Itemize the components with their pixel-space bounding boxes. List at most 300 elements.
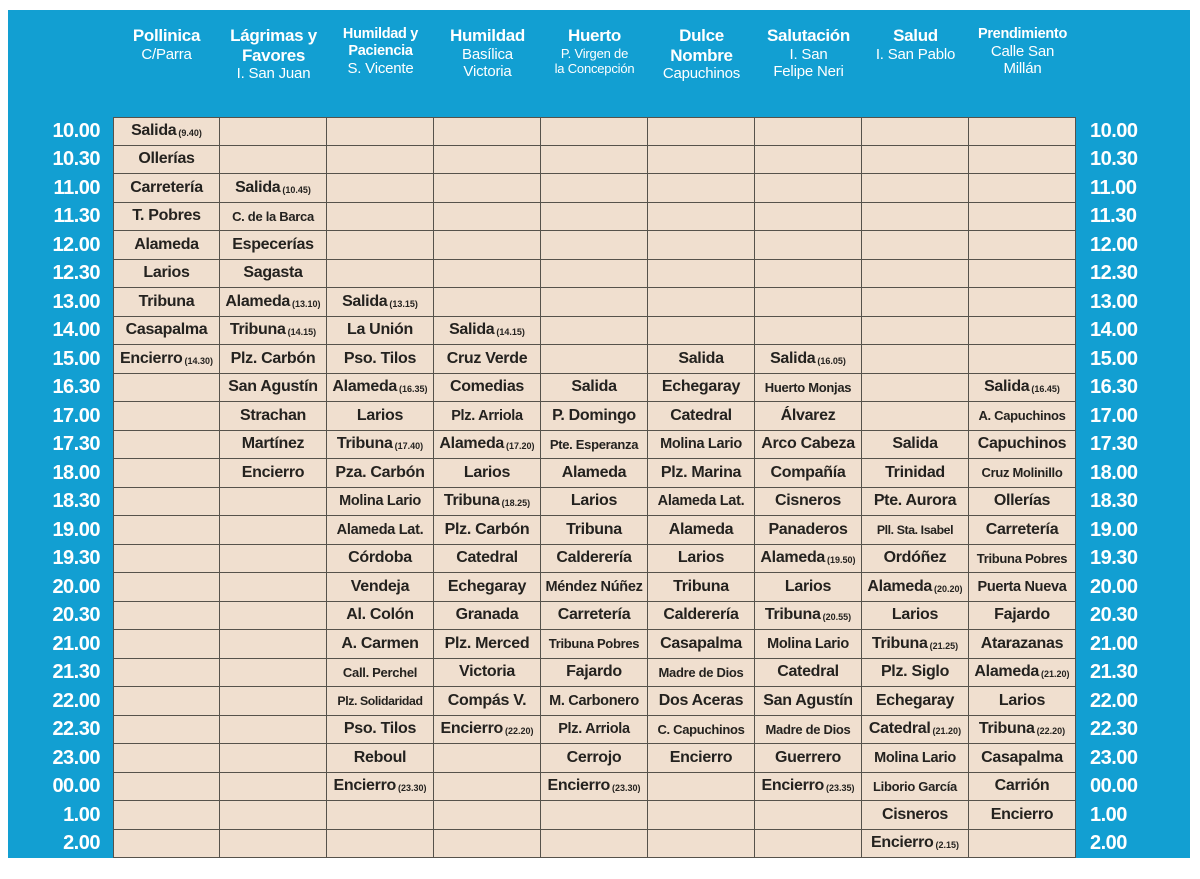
- schedule-cell: [113, 459, 220, 488]
- time-label-left: 1.00: [8, 801, 113, 830]
- schedule-cell: [220, 459, 327, 488]
- time-label-right: 12.30: [1076, 260, 1190, 289]
- schedule-cell: [541, 231, 648, 260]
- schedule-cell: [327, 317, 434, 346]
- schedule-cell: [755, 317, 862, 346]
- cell-text: Plz. Merced: [444, 634, 530, 652]
- time-label-right: 16.30: [1076, 374, 1190, 403]
- schedule-cell: [327, 174, 434, 203]
- cell-text: Echegaray: [447, 577, 527, 595]
- schedule-cell: [648, 203, 755, 232]
- schedule-cell: [327, 545, 434, 574]
- cell-text: Plz. Carbón: [444, 520, 530, 538]
- cell-text: Pso. Tilos: [343, 349, 417, 367]
- time-label-left: 20.30: [8, 602, 113, 631]
- schedule-cell: [755, 402, 862, 431]
- schedule-cell: [434, 174, 541, 203]
- schedule-cell: [113, 573, 220, 602]
- cell-subtime: (14.30): [184, 355, 214, 366]
- cell-subtime: (17.20): [506, 441, 535, 452]
- schedule-cell: [113, 146, 220, 175]
- cell-text: Alameda Lat.: [657, 493, 745, 510]
- cell-text: Catedral: [456, 549, 518, 567]
- schedule-cell: [327, 602, 434, 631]
- schedule-cell: [434, 117, 541, 146]
- cell-text: Reboul: [353, 748, 407, 766]
- schedule-cell: [327, 431, 434, 460]
- schedule-cell: [648, 716, 755, 745]
- schedule-cell: [648, 744, 755, 773]
- cell-text: Pso. Tilos: [343, 720, 417, 738]
- time-label-right: 19.00: [1076, 516, 1190, 545]
- schedule-cell: [755, 431, 862, 460]
- schedule-cell: [541, 288, 648, 317]
- schedule-cell: [434, 516, 541, 545]
- cell-text: Arco Cabeza: [761, 435, 855, 453]
- cell-text: Cruz Molinillo: [981, 465, 1063, 481]
- cell-text: La Unión: [346, 321, 414, 339]
- column-name: Humildad: [449, 26, 526, 45]
- schedule-cell: [327, 773, 434, 802]
- cell-text: Larios: [570, 492, 618, 510]
- schedule-cell: [648, 431, 755, 460]
- cell-text: Plz. Carbón: [230, 349, 316, 367]
- schedule-cell: [541, 117, 648, 146]
- cell-text: Echegaray: [875, 691, 955, 709]
- column-header: [327, 10, 434, 117]
- time-label-left: 23.00: [8, 744, 113, 773]
- cell-text: Plz. Arriola: [451, 407, 523, 424]
- schedule-cell: [969, 260, 1076, 289]
- schedule-cell: [113, 687, 220, 716]
- column-venue: Capuchinos: [662, 65, 741, 83]
- cell-subtime: (17.40): [394, 441, 424, 452]
- cell-text: Casapalma: [660, 634, 742, 652]
- cell-text: Fajardo: [994, 606, 1050, 624]
- schedule-cell: [113, 716, 220, 745]
- schedule-cell: [327, 573, 434, 602]
- schedule-cell: [862, 545, 969, 574]
- schedule-cell: [862, 317, 969, 346]
- cell-text: Guerrero: [774, 748, 842, 766]
- schedule-cell: [755, 545, 862, 574]
- cell-text: Larios: [463, 463, 511, 481]
- schedule-cell: [220, 744, 327, 773]
- schedule-cell: [969, 402, 1076, 431]
- schedule-cell: [648, 687, 755, 716]
- schedule-cell: [648, 545, 755, 574]
- cell-text: Atarazanas: [980, 634, 1064, 652]
- time-label-left: 22.00: [8, 687, 113, 716]
- cell-text: Comedias: [449, 378, 525, 396]
- time-label-left: 15.00: [8, 345, 113, 374]
- schedule-cell: [755, 687, 862, 716]
- time-label-left: 2.00: [8, 830, 113, 859]
- schedule-cell: [969, 488, 1076, 517]
- schedule-cell: [969, 602, 1076, 631]
- cell-subtime: (10.45): [282, 184, 311, 195]
- cell-subtime: (20.55): [822, 612, 852, 623]
- schedule-cell: [220, 374, 327, 403]
- schedule-cell: [113, 345, 220, 374]
- time-label-right: 12.00: [1076, 231, 1190, 260]
- cell-text: Al. Colón: [346, 606, 414, 624]
- schedule-cell: [220, 716, 327, 745]
- cell-text: Capuchinos: [977, 435, 1067, 453]
- cell-text: Cerrojo: [566, 748, 622, 766]
- schedule-cell: [434, 659, 541, 688]
- cell-text: Catedral: [670, 406, 732, 424]
- column-header: [862, 10, 969, 117]
- cell-text: Compás V.: [447, 691, 527, 709]
- schedule-cell: [648, 260, 755, 289]
- cell-text: Encierro: [440, 720, 503, 738]
- schedule-cell: [113, 260, 220, 289]
- cell-subtime: (23.30): [397, 783, 427, 794]
- schedule-cell: [434, 830, 541, 859]
- cell-text: Ollerías: [993, 492, 1051, 510]
- column-venue: Basílica Victoria: [462, 45, 513, 81]
- schedule-cell: [113, 231, 220, 260]
- schedule-cell: [327, 203, 434, 232]
- cell-text: Salida: [678, 349, 724, 367]
- time-label-left: 21.00: [8, 630, 113, 659]
- schedule-cell: [113, 174, 220, 203]
- cell-text: Huerto Monjas: [764, 379, 852, 395]
- cell-text: Victoria: [459, 663, 515, 681]
- cell-text: Larios: [998, 691, 1046, 709]
- schedule-cell: [969, 516, 1076, 545]
- time-label-right: 11.00: [1076, 174, 1190, 203]
- schedule-cell: [648, 231, 755, 260]
- schedule-cell: [969, 744, 1076, 773]
- schedule-cell: [113, 516, 220, 545]
- cell-subtime: (22.20): [504, 726, 534, 737]
- time-label-left: 19.00: [8, 516, 113, 545]
- cell-subtime: (21.25): [929, 640, 959, 651]
- schedule-cell: [755, 174, 862, 203]
- cell-text: Plz. Marina: [660, 463, 742, 481]
- schedule-cell: [648, 146, 755, 175]
- cell-text: Granada: [455, 606, 519, 624]
- cell-text: Larios: [891, 606, 939, 624]
- schedule-cell: [969, 545, 1076, 574]
- cell-text: Alameda: [668, 520, 734, 538]
- cell-text: Strachan: [239, 406, 307, 424]
- schedule-cell: [113, 659, 220, 688]
- cell-text: Ordóñez: [883, 549, 947, 567]
- schedule-cell: [755, 374, 862, 403]
- time-label-right: 14.00: [1076, 317, 1190, 346]
- schedule-cell: [327, 345, 434, 374]
- cell-text: Encierro: [870, 834, 934, 852]
- schedule-cell: [648, 288, 755, 317]
- cell-subtime: (21.20): [1041, 669, 1070, 680]
- schedule-cell: [434, 231, 541, 260]
- schedule-cell: [541, 545, 648, 574]
- cell-text: A. Capuchinos: [978, 408, 1066, 424]
- time-label-right: 19.30: [1076, 545, 1190, 574]
- schedule-cell: [113, 630, 220, 659]
- cell-text: Alameda: [760, 549, 826, 567]
- schedule-cell: [755, 345, 862, 374]
- cell-text: San Agustín: [763, 691, 853, 709]
- cell-text: Salida: [235, 178, 281, 196]
- cell-text: Molina Lario: [660, 436, 742, 453]
- schedule-cell: [648, 117, 755, 146]
- schedule-cell: [969, 174, 1076, 203]
- schedule-cell: [327, 687, 434, 716]
- cell-subtime: (22.20): [1036, 726, 1066, 737]
- cell-text: Córdoba: [348, 549, 412, 567]
- time-label-left: 11.00: [8, 174, 113, 203]
- schedule-cell: [755, 231, 862, 260]
- schedule-cell: [220, 317, 327, 346]
- time-label-right: 17.00: [1076, 402, 1190, 431]
- cell-text: Tribuna: [443, 492, 500, 510]
- schedule-cell: [969, 374, 1076, 403]
- schedule-cell: [541, 146, 648, 175]
- schedule-cell: [220, 146, 327, 175]
- cell-text: Salida: [449, 321, 495, 339]
- header-corner-left: [8, 10, 113, 117]
- time-label-left: 11.30: [8, 203, 113, 232]
- cell-text: Alameda: [867, 577, 933, 595]
- schedule-cell: [434, 260, 541, 289]
- schedule-cell: [113, 773, 220, 802]
- cell-text: Encierro: [333, 777, 396, 795]
- cell-subtime: (13.15): [389, 298, 418, 309]
- schedule-cell: [755, 773, 862, 802]
- cell-text: Larios: [356, 406, 404, 424]
- schedule-cell: [969, 716, 1076, 745]
- schedule-cell: [541, 516, 648, 545]
- cell-text: Madre de Dios: [658, 664, 744, 680]
- time-label-right: 17.30: [1076, 431, 1190, 460]
- schedule-cell: [113, 117, 220, 146]
- cell-text: Tribuna: [138, 292, 195, 310]
- schedule-cell: [862, 488, 969, 517]
- schedule-cell: [220, 773, 327, 802]
- cell-text: Vendeja: [350, 577, 410, 595]
- schedule-cell: [327, 716, 434, 745]
- cell-text: Encierro: [761, 777, 824, 795]
- schedule-cell: [327, 231, 434, 260]
- cell-text: Casapalma: [981, 748, 1063, 766]
- cell-text: Molina Lario: [874, 749, 956, 766]
- schedule-cell: [113, 431, 220, 460]
- schedule-cell: [648, 516, 755, 545]
- cell-text: Encierro: [241, 463, 305, 481]
- cell-text: C. Capuchinos: [657, 721, 745, 737]
- column-header: [969, 10, 1076, 117]
- cell-text: Salida: [770, 349, 816, 367]
- time-label-right: 18.00: [1076, 459, 1190, 488]
- cell-text: Calderería: [556, 549, 632, 567]
- time-label-left: 16.30: [8, 374, 113, 403]
- schedule-cell: [755, 146, 862, 175]
- schedule-cell: [862, 687, 969, 716]
- column-venue: P. Virgen de la Concepción: [554, 45, 635, 76]
- schedule-cell: [434, 146, 541, 175]
- schedule-cell: [220, 174, 327, 203]
- schedule-cell: [220, 830, 327, 859]
- time-label-right: 22.00: [1076, 687, 1190, 716]
- schedule-cell: [327, 146, 434, 175]
- schedule-cell: [648, 488, 755, 517]
- schedule-cell: [220, 573, 327, 602]
- cell-subtime: (18.25): [501, 498, 531, 509]
- column-name: Humildad y Paciencia: [342, 26, 419, 59]
- time-label-right: 1.00: [1076, 801, 1190, 830]
- time-label-left: 00.00: [8, 773, 113, 802]
- schedule-grid: [8, 10, 1190, 858]
- schedule-cell: [541, 402, 648, 431]
- time-label-left: 10.30: [8, 146, 113, 175]
- column-venue: I. San Juan: [236, 65, 311, 83]
- cell-text: Carretería: [557, 606, 631, 624]
- schedule-cell: [541, 431, 648, 460]
- schedule-cell: [113, 203, 220, 232]
- schedule-cell: [434, 402, 541, 431]
- time-label-left: 20.00: [8, 573, 113, 602]
- schedule-cell: [220, 431, 327, 460]
- schedule-cell: [648, 174, 755, 203]
- cell-text: Plz. Solidaridad: [337, 693, 423, 708]
- cell-text: Tribuna: [978, 720, 1035, 738]
- schedule-cell: [648, 659, 755, 688]
- column-header: [541, 10, 648, 117]
- schedule-cell: [220, 488, 327, 517]
- cell-text: Plz. Siglo: [880, 663, 950, 681]
- schedule-cell: [755, 488, 862, 517]
- schedule-cell: [434, 573, 541, 602]
- cell-text: Panaderos: [768, 520, 848, 538]
- schedule-cell: [434, 687, 541, 716]
- cell-text: Larios: [784, 577, 832, 595]
- schedule-cell: [969, 459, 1076, 488]
- schedule-cell: [113, 402, 220, 431]
- schedule-cell: [327, 374, 434, 403]
- schedule-cell: [862, 260, 969, 289]
- schedule-cell: [862, 773, 969, 802]
- schedule-cell: [755, 573, 862, 602]
- column-header: [220, 10, 327, 117]
- cell-text: Encierro: [669, 748, 733, 766]
- schedule-cell: [220, 260, 327, 289]
- schedule-cell: [862, 602, 969, 631]
- time-label-left: 12.00: [8, 231, 113, 260]
- cell-text: Álvarez: [780, 406, 836, 424]
- schedule-cell: [113, 602, 220, 631]
- schedule-cell: [862, 431, 969, 460]
- column-venue: S. Vicente: [347, 59, 414, 77]
- cell-text: Encierro: [119, 349, 183, 367]
- cell-subtime: (23.30): [611, 783, 641, 794]
- schedule-cell: [648, 602, 755, 631]
- cell-text: Molina Lario: [767, 635, 849, 652]
- cell-subtime: (16.35): [399, 384, 428, 395]
- cell-text: Alameda: [134, 235, 199, 253]
- schedule-cell: [434, 459, 541, 488]
- schedule-cell: [220, 516, 327, 545]
- schedule-cell: [648, 830, 755, 859]
- cell-text: Ollerías: [138, 150, 195, 168]
- schedule-cell: [220, 659, 327, 688]
- column-venue: C/Parra: [141, 45, 192, 63]
- column-venue: I. San Pablo: [875, 45, 956, 63]
- schedule-cell: [327, 744, 434, 773]
- schedule-cell: [541, 659, 648, 688]
- schedule-cell: [648, 630, 755, 659]
- cell-text: Catedral: [777, 663, 839, 681]
- schedule-cell: [541, 773, 648, 802]
- cell-text: Alameda: [332, 378, 398, 396]
- cell-text: Pll. Sta. Isabel: [876, 522, 954, 537]
- cell-text: Tribuna: [229, 321, 286, 339]
- schedule-cell: [434, 374, 541, 403]
- column-name: Dulce Nombre: [670, 26, 733, 65]
- cell-text: Echegaray: [661, 378, 741, 396]
- cell-text: Salida: [571, 378, 617, 396]
- cell-text: Liborio García: [873, 778, 957, 794]
- schedule-cell: [862, 117, 969, 146]
- schedule-cell: [862, 459, 969, 488]
- column-name: Pollinica: [132, 26, 201, 45]
- schedule-cell: [434, 488, 541, 517]
- schedule-cell: [220, 117, 327, 146]
- schedule-cell: [434, 801, 541, 830]
- schedule-cell: [541, 345, 648, 374]
- column-name: Huerto: [568, 26, 621, 45]
- schedule-cell: [113, 374, 220, 403]
- schedule-cell: [755, 602, 862, 631]
- cell-text: Sagasta: [243, 264, 303, 282]
- schedule-cell: [113, 288, 220, 317]
- schedule-cell: [434, 431, 541, 460]
- column-name: Prendimiento: [977, 26, 1068, 42]
- schedule-cell: [113, 830, 220, 859]
- cell-text: Tribuna: [871, 634, 928, 652]
- time-label-left: 18.00: [8, 459, 113, 488]
- cell-text: San Agustín: [228, 378, 318, 396]
- cell-text: Pza. Carbón: [335, 463, 425, 481]
- cell-text: Alameda Lat.: [336, 521, 424, 538]
- schedule-cell: [434, 602, 541, 631]
- schedule-cell: [113, 744, 220, 773]
- schedule-cell: [434, 203, 541, 232]
- schedule-cell: [220, 402, 327, 431]
- schedule-cell: [113, 488, 220, 517]
- schedule-cell: [327, 488, 434, 517]
- schedule-cell: [434, 744, 541, 773]
- column-header: [434, 10, 541, 117]
- schedule-cell: [327, 402, 434, 431]
- cell-text: Puerta Nueva: [977, 578, 1067, 595]
- schedule-cell: [434, 345, 541, 374]
- schedule-cell: [969, 630, 1076, 659]
- time-label-left: 13.00: [8, 288, 113, 317]
- cell-text: A. Carmen: [341, 634, 419, 652]
- cell-text: Catedral: [868, 720, 931, 738]
- schedule-cell: [327, 117, 434, 146]
- time-label-right: 00.00: [1076, 773, 1190, 802]
- schedule-cell: [969, 288, 1076, 317]
- schedule-cell: [862, 516, 969, 545]
- cell-text: Tribuna: [566, 520, 622, 538]
- schedule-cell: [755, 203, 862, 232]
- schedule-cell: [113, 317, 220, 346]
